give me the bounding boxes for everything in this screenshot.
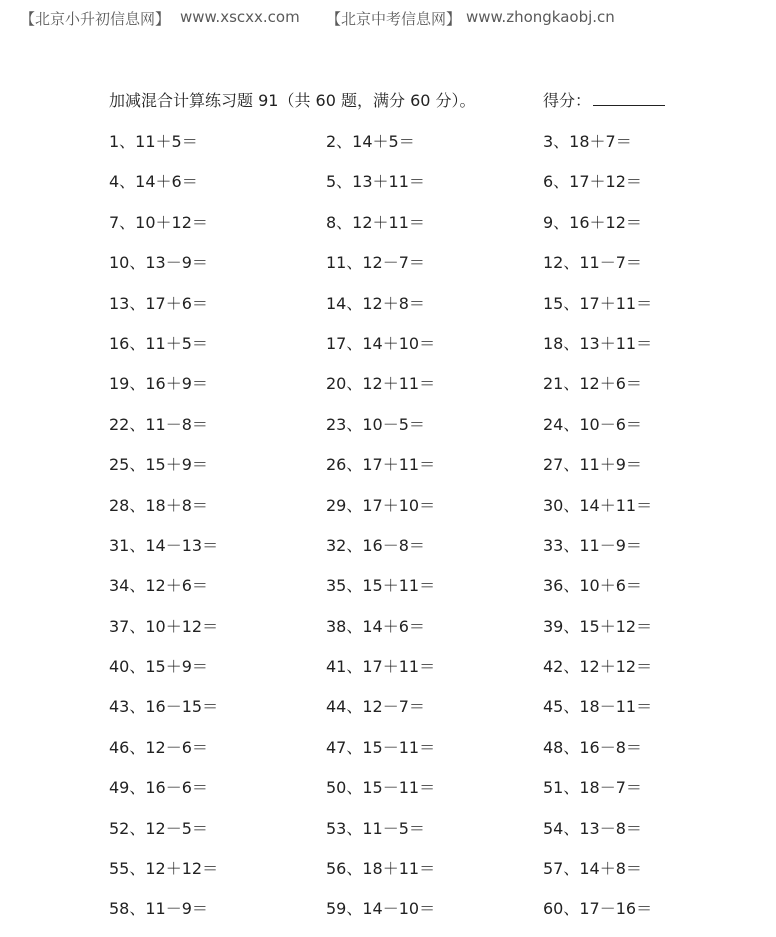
- problem-item: 18、13＋11＝: [543, 333, 653, 353]
- problem-item: 38、14＋6＝: [326, 616, 425, 636]
- site1-name: 【北京小升初信息网】: [20, 10, 171, 28]
- problem-item: 54、13－8＝: [543, 818, 642, 838]
- problem-item: 12、11－7＝: [543, 253, 642, 273]
- problem-item: 56、18＋11＝: [326, 859, 436, 879]
- problem-item: 52、12－5＝: [109, 818, 208, 838]
- problem-item: 14、12＋8＝: [326, 293, 425, 313]
- problem-item: 34、12＋6＝: [109, 576, 208, 596]
- problem-row: [109, 210, 759, 250]
- problem-item: 33、11－9＝: [543, 535, 642, 555]
- site2-url[interactable]: www.zhongkaobj.cn: [466, 8, 615, 26]
- problem-item: 13、17＋6＝: [109, 293, 208, 313]
- problem-item: 8、12＋11＝: [326, 212, 425, 232]
- problem-row: [109, 775, 759, 815]
- problem-item: 48、16－8＝: [543, 737, 642, 757]
- problem-row: [109, 573, 759, 613]
- problem-item: 7、10＋12＝: [109, 212, 208, 232]
- problem-item: 4、14＋6＝: [109, 172, 198, 192]
- problem-item: 30、14＋11＝: [543, 495, 653, 515]
- score-field: [543, 88, 665, 111]
- problem-item: 27、11＋9＝: [543, 455, 642, 475]
- problem-row: [109, 856, 759, 896]
- problem-item: 26、17＋11＝: [326, 455, 436, 475]
- problem-row: [109, 896, 759, 936]
- problem-row: [109, 169, 759, 209]
- problem-row: [109, 816, 759, 856]
- worksheet-title: 加减混合计算练习题 91（共 60 题，满分 60 分）。: [109, 91, 476, 110]
- problem-row: [109, 250, 759, 290]
- problem-row: [109, 654, 759, 694]
- problem-item: 51、18－7＝: [543, 778, 642, 798]
- problem-item: 20、12＋11＝: [326, 374, 436, 394]
- problem-item: 47、15－11＝: [326, 737, 436, 757]
- problem-item: 41、17＋11＝: [326, 657, 436, 677]
- problem-item: 45、18－11＝: [543, 697, 653, 717]
- problem-item: 36、10＋6＝: [543, 576, 642, 596]
- problem-item: 35、15＋11＝: [326, 576, 436, 596]
- problem-item: 32、16－8＝: [326, 535, 425, 555]
- problem-item: 5、13＋11＝: [326, 172, 425, 192]
- problem-item: 50、15－11＝: [326, 778, 436, 798]
- problem-item: 21、12＋6＝: [543, 374, 642, 394]
- problem-item: 24、10－6＝: [543, 414, 642, 434]
- problem-item: 9、16＋12＝: [543, 212, 642, 232]
- problem-item: 11、12－7＝: [326, 253, 425, 273]
- problem-item: 46、12－6＝: [109, 737, 208, 757]
- problem-row: [109, 331, 759, 371]
- problem-item: 31、14－13＝: [109, 535, 219, 555]
- worksheet-title-row: [109, 88, 709, 112]
- problem-item: 3、18＋7＝: [543, 132, 632, 151]
- problem-row: [109, 533, 759, 573]
- problem-item: 22、11－8＝: [109, 414, 208, 434]
- problem-row: [109, 493, 759, 533]
- problem-item: 37、10＋12＝: [109, 616, 219, 636]
- problem-item: 43、16－15＝: [109, 697, 219, 717]
- problem-item: 17、14＋10＝: [326, 333, 436, 353]
- problem-item: 23、10－5＝: [326, 414, 425, 434]
- problem-row: [109, 371, 759, 411]
- problem-row: [109, 614, 759, 654]
- problem-item: 49、16－6＝: [109, 778, 208, 798]
- site-header: [0, 8, 776, 30]
- problem-item: 55、12＋12＝: [109, 859, 219, 879]
- problem-item: 44、12－7＝: [326, 697, 425, 717]
- problem-item: 53、11－5＝: [326, 818, 425, 838]
- problem-item: 10、13－9＝: [109, 253, 208, 273]
- problem-item: 25、15＋9＝: [109, 455, 208, 475]
- problem-item: 59、14－10＝: [326, 899, 436, 919]
- problem-item: 40、15＋9＝: [109, 657, 208, 677]
- score-label: 得分：: [543, 91, 592, 110]
- site1-url[interactable]: www.xscxx.com: [180, 8, 300, 26]
- problem-item: 29、17＋10＝: [326, 495, 436, 515]
- problem-item: 39、15＋12＝: [543, 616, 653, 636]
- problem-item: 60、17－16＝: [543, 899, 653, 919]
- problem-row: [109, 735, 759, 775]
- problem-row: [109, 412, 759, 452]
- site2-name: 【北京中考信息网】: [326, 10, 462, 28]
- problem-item: 58、11－9＝: [109, 899, 208, 919]
- problem-item: 19、16＋9＝: [109, 374, 208, 394]
- problem-grid: [109, 129, 759, 937]
- problem-item: 6、17＋12＝: [543, 172, 642, 192]
- problem-item: 57、14＋8＝: [543, 859, 642, 879]
- problem-item: 16、11＋5＝: [109, 333, 208, 353]
- problem-row: [109, 291, 759, 331]
- problem-item: 28、18＋8＝: [109, 495, 208, 515]
- problem-item: 42、12＋12＝: [543, 657, 653, 677]
- problem-item: 1、11＋5＝: [109, 132, 198, 151]
- problem-row: [109, 129, 759, 169]
- problem-item: 2、14＋5＝: [326, 132, 415, 151]
- problem-row: [109, 452, 759, 492]
- problem-item: 15、17＋11＝: [543, 293, 653, 313]
- score-blank-line: [593, 89, 665, 106]
- problem-row: [109, 694, 759, 734]
